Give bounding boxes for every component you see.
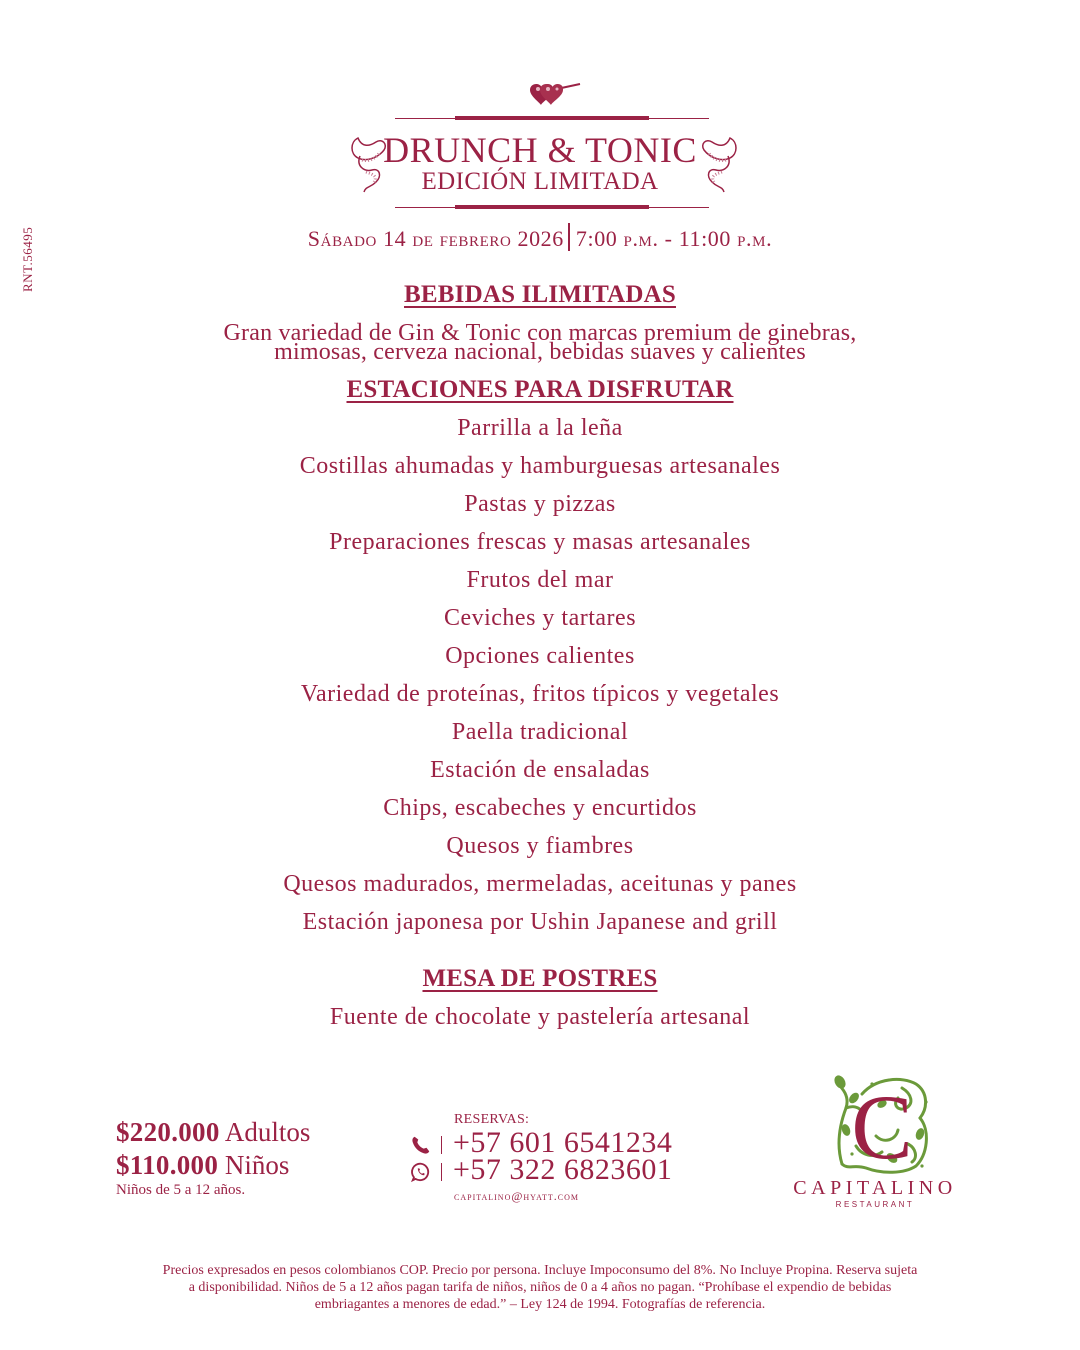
price-kids-label: Niños	[224, 1150, 290, 1180]
station-item: Opciones calientes	[445, 643, 635, 669]
dessert-item: Fuente de chocolate y pastelería artesanal	[329, 1004, 751, 1030]
event-time: 7:00 p.m. - 11:00 p.m.	[575, 226, 773, 251]
section-title-drinks: BEBIDAS ILIMITADAS	[404, 281, 676, 308]
disclaimer-line: Precios expresados en pesos colombianos COP. Precio por persona. Incluye Impoconsumo del 8%. No Incluye Propina. Reserva sujeta	[162, 1263, 918, 1278]
price-adults-amount: $220.000	[116, 1117, 220, 1147]
event-date-time	[0, 223, 1080, 254]
phone-number[interactable]: +57 601 6541234	[453, 1126, 673, 1159]
drinks-description-line: mimosas, cerveza nacional, bebidas suaves y calientes	[274, 339, 806, 365]
drinks-description-line: Gran variedad de Gin & Tonic con marcas premium de ginebras,	[223, 320, 857, 346]
header-rule-bottom-thick	[455, 205, 649, 209]
whatsapp-number[interactable]: +57 322 6823601	[453, 1153, 673, 1186]
price-kids	[116, 1149, 310, 1182]
price-adults	[116, 1116, 310, 1149]
price-adults-label: Adultos	[224, 1117, 311, 1147]
price-block	[116, 1116, 310, 1198]
station-item: Ceviches y tartares	[443, 605, 637, 631]
divider	[568, 223, 570, 251]
phone-icon	[410, 1134, 432, 1156]
reservations-label: RESERVAS:	[454, 1112, 530, 1127]
section-title-stations: ESTACIONES PARA DISFRUTAR	[346, 376, 734, 403]
section-title-desserts: MESA DE POSTRES	[422, 965, 658, 992]
capitalino-monogram-icon	[832, 1074, 932, 1176]
price-kids-note: Niños de 5 a 12 años.	[116, 1182, 246, 1198]
station-item: Frutos del mar	[466, 567, 614, 593]
logo-name: CAPITALINO	[793, 1177, 957, 1199]
station-item: Pastas y pizzas	[464, 491, 616, 517]
divider	[441, 1163, 442, 1181]
registration-code: RNT.56495	[20, 226, 35, 292]
station-item: Variedad de proteínas, fritos típicos y vegetales	[300, 681, 780, 707]
event-title: DRUNCH & TONIC	[383, 130, 697, 170]
header-rule-top-thick	[455, 116, 649, 120]
email-link[interactable]: capitalino@hyatt.com	[454, 1189, 579, 1203]
event-date: Sábado 14 de febrero 2026	[307, 226, 564, 251]
legal-disclaimer	[90, 1262, 990, 1313]
disclaimer-line: a disponibilidad. Niños de 5 a 12 años pagan tarifa de niños, niños de 0 a 4 años no pagan. “Prohíbase el expendio de bebidas	[188, 1280, 892, 1295]
station-item: Quesos y fiambres	[446, 833, 634, 859]
disclaimer-line: embriagantes a menores de edad.” – Ley 124 de 1994. Fotografías de referencia.	[314, 1297, 766, 1312]
station-item: Paella tradicional	[451, 719, 629, 745]
divider	[441, 1136, 442, 1154]
station-item: Estación de ensaladas	[430, 757, 650, 783]
svg-text:C: C	[851, 1076, 913, 1176]
event-subtitle: EDICIÓN LIMITADA	[421, 168, 659, 195]
station-item: Chips, escabeches y encurtidos	[383, 795, 697, 821]
station-item: Preparaciones frescas y masas artesanales	[329, 529, 751, 555]
whatsapp-icon	[410, 1161, 432, 1183]
cherries-icon	[524, 78, 584, 108]
station-item: Costillas ahumadas y hamburguesas artesanales	[299, 453, 781, 479]
station-item: Parrilla a la leña	[457, 415, 623, 441]
capitalino-logo	[790, 1070, 990, 1215]
station-item: Quesos madurados, mermeladas, aceitunas y panes	[283, 871, 797, 897]
station-item: Estación japonesa por Ushin Japanese and grill	[302, 909, 778, 935]
logo-subtitle: RESTAURANT	[835, 1200, 915, 1209]
price-kids-amount: $110.000	[116, 1150, 219, 1180]
